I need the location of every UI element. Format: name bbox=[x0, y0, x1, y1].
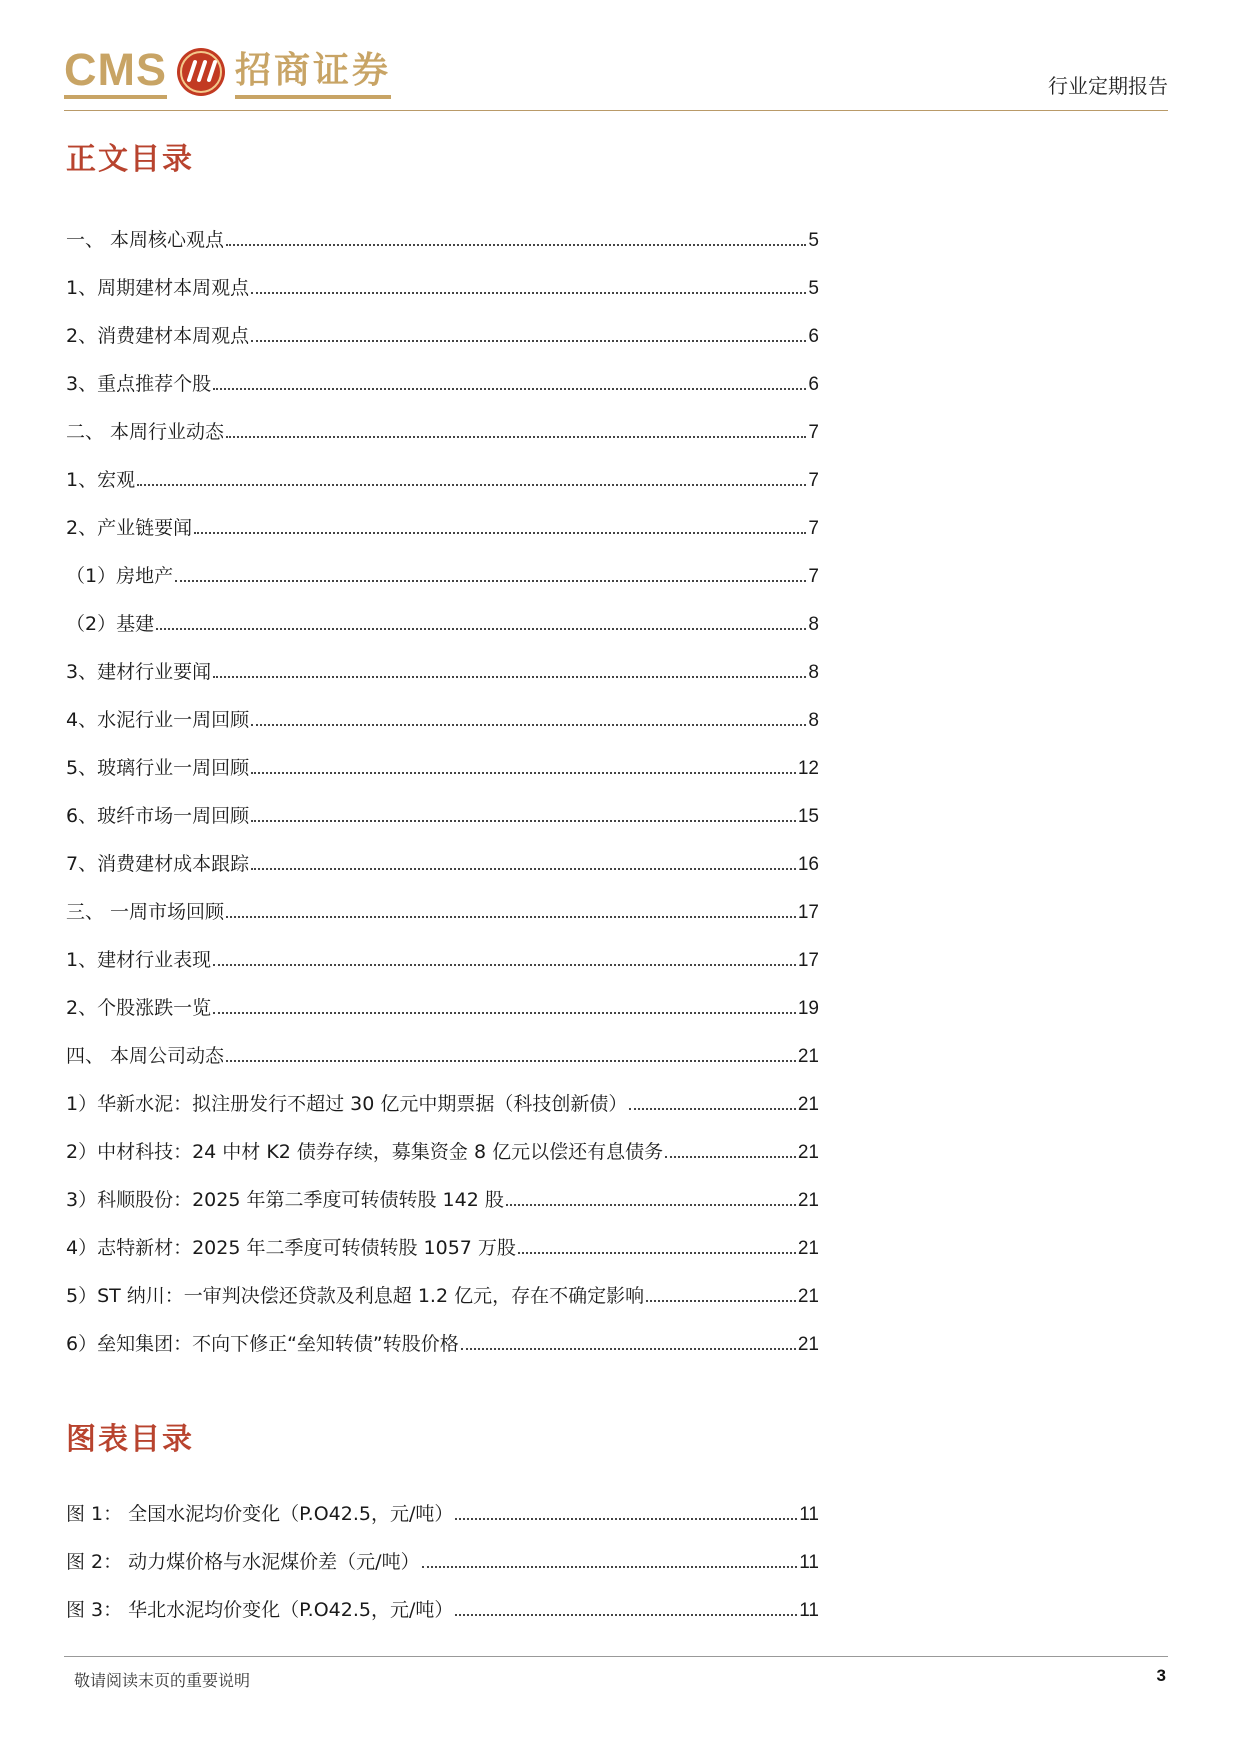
toc-entry-label: 1）华新水泥：拟注册发行不超过 30 亿元中期票据（科技创新债） bbox=[66, 1093, 628, 1115]
toc-entry-label: 3、重点推荐个股 bbox=[66, 373, 212, 395]
toc-entry-label: 1、周期建材本周观点 bbox=[66, 277, 250, 299]
toc-entry-label: 2、产业链要闻 bbox=[66, 517, 193, 539]
toc-entry[interactable] bbox=[66, 1068, 819, 1116]
page-number: 3 bbox=[1156, 1666, 1166, 1685]
toc-entry-label: 图 1： 全国水泥均价变化（P.O42.5，元/吨） bbox=[66, 1503, 454, 1525]
toc-entry-label: 二、 本周行业动态 bbox=[66, 421, 225, 443]
toc-dot-leader bbox=[461, 1348, 796, 1350]
toc-entry[interactable] bbox=[66, 732, 819, 780]
toc-entry-label: 2、个股涨跌一览 bbox=[66, 997, 212, 1019]
toc-entry-page: 7 bbox=[808, 518, 819, 539]
toc-entry-page: 12 bbox=[797, 758, 819, 779]
toc-entry-page: 19 bbox=[797, 998, 819, 1019]
toc-entry-page: 21 bbox=[797, 1190, 819, 1211]
report-type: 行业定期报告 bbox=[1048, 74, 1168, 98]
toc-entry-page: 21 bbox=[797, 1142, 819, 1163]
toc-entry-label: （1）房地产 bbox=[66, 565, 174, 587]
toc-dot-leader bbox=[506, 1204, 796, 1206]
toc-entry-label: 2、消费建材本周观点 bbox=[66, 325, 250, 347]
toc-dot-leader bbox=[137, 484, 806, 486]
toc-entry-page: 21 bbox=[797, 1094, 819, 1115]
toc-entry[interactable] bbox=[66, 1308, 819, 1356]
toc-dot-leader bbox=[455, 1614, 797, 1616]
toc-dot-leader bbox=[251, 340, 806, 342]
toc-entry[interactable] bbox=[66, 780, 819, 828]
toc-entry-page: 7 bbox=[808, 470, 819, 491]
toc-entry-label: 图 3： 华北水泥均价变化（P.O42.5，元/吨） bbox=[66, 1599, 454, 1621]
footer-divider bbox=[64, 1656, 1168, 1657]
toc-entry-label: 5、玻璃行业一周回顾 bbox=[66, 757, 250, 779]
toc-dot-leader bbox=[226, 436, 806, 438]
toc-entry[interactable] bbox=[66, 1260, 819, 1308]
toc-entry-page: 11 bbox=[799, 1552, 819, 1573]
toc-entry-page: 15 bbox=[797, 806, 819, 827]
toc-dot-leader bbox=[213, 676, 806, 678]
toc-dot-leader bbox=[251, 724, 806, 726]
toc-dot-leader bbox=[251, 820, 796, 822]
logo-emblem-icon bbox=[175, 46, 227, 98]
toc-entry[interactable] bbox=[66, 684, 819, 732]
toc-dot-leader bbox=[251, 772, 796, 774]
toc-entry[interactable] bbox=[66, 1574, 819, 1622]
toc-dot-leader bbox=[226, 1060, 796, 1062]
toc-entry[interactable] bbox=[66, 636, 819, 684]
toc-entry-page: 17 bbox=[797, 950, 819, 971]
toc-entry-label: 三、 一周市场回顾 bbox=[66, 901, 225, 923]
toc-entry-page: 8 bbox=[808, 662, 819, 683]
toc-entry[interactable] bbox=[66, 1212, 819, 1260]
toc-entry-label: 7、消费建材成本跟踪 bbox=[66, 853, 250, 875]
toc-dot-leader bbox=[646, 1300, 796, 1302]
toc-entry-label: 四、 本周公司动态 bbox=[66, 1045, 225, 1067]
toc-entry-page: 6 bbox=[808, 374, 819, 395]
toc-dot-leader bbox=[175, 580, 806, 582]
toc-entry[interactable] bbox=[66, 444, 819, 492]
toc-entry[interactable] bbox=[66, 1478, 819, 1526]
toc-entry[interactable] bbox=[66, 204, 819, 252]
toc-entry[interactable] bbox=[66, 348, 819, 396]
toc-entry-label: 3）科顺股份：2025 年第二季度可转债转股 142 股 bbox=[66, 1189, 504, 1211]
logo-text: CMS bbox=[64, 45, 167, 99]
footer-note: 敬请阅读末页的重要说明 bbox=[74, 1671, 251, 1690]
toc-entry[interactable] bbox=[66, 252, 819, 300]
toc-entry-label: 图 2： 动力煤价格与水泥煤价差（元/吨） bbox=[66, 1551, 420, 1573]
toc-entry-page: 21 bbox=[797, 1238, 819, 1259]
toc-entry[interactable] bbox=[66, 924, 819, 972]
toc-dot-leader bbox=[518, 1252, 796, 1254]
toc-entry-page: 11 bbox=[799, 1600, 819, 1621]
toc-dot-leader bbox=[213, 1012, 796, 1014]
header-divider bbox=[64, 110, 1168, 111]
toc-entry-label: 1、建材行业表现 bbox=[66, 949, 212, 971]
toc-entry-page: 16 bbox=[797, 854, 819, 875]
toc-dot-leader bbox=[251, 292, 806, 294]
toc-entry[interactable] bbox=[66, 396, 819, 444]
toc-entry[interactable] bbox=[66, 492, 819, 540]
toc-entry[interactable] bbox=[66, 1116, 819, 1164]
toc-dot-leader bbox=[455, 1518, 797, 1520]
toc-entry-page: 8 bbox=[808, 710, 819, 731]
toc-entry-label: 一、 本周核心观点 bbox=[66, 229, 225, 251]
toc-dot-leader bbox=[629, 1108, 796, 1110]
toc-entry-page: 6 bbox=[808, 326, 819, 347]
toc-entry[interactable] bbox=[66, 828, 819, 876]
logo-cn-text: 招商证券 bbox=[235, 45, 391, 99]
toc-dot-leader bbox=[213, 388, 806, 390]
toc-entry-page: 11 bbox=[799, 1504, 819, 1525]
toc-entry-label: 4、水泥行业一周回顾 bbox=[66, 709, 250, 731]
toc-entry-label: 3、建材行业要闻 bbox=[66, 661, 212, 683]
toc-entry-label: 4）志特新材：2025 年二季度可转债转股 1057 万股 bbox=[66, 1237, 516, 1259]
toc-dot-leader bbox=[226, 916, 796, 918]
figures-toc-title: 图表目录 bbox=[66, 1422, 194, 1457]
toc-entry-label: 5）ST 纳川：一审判决偿还贷款及利息超 1.2 亿元，存在不确定影响 bbox=[66, 1285, 645, 1307]
toc-entry-page: 7 bbox=[808, 566, 819, 587]
page-header bbox=[0, 0, 1240, 112]
toc-entry-page: 8 bbox=[808, 614, 819, 635]
table-of-contents bbox=[66, 204, 819, 1356]
toc-entry-page: 21 bbox=[797, 1334, 819, 1355]
toc-title: 正文目录 bbox=[66, 142, 194, 177]
toc-dot-leader bbox=[194, 532, 806, 534]
toc-dot-leader bbox=[213, 964, 796, 966]
toc-entry-page: 17 bbox=[797, 902, 819, 923]
toc-entry-page: 5 bbox=[808, 230, 819, 251]
toc-entry-label: 6、玻纤市场一周回顾 bbox=[66, 805, 250, 827]
toc-entry-label: 6）垒知集团：不向下修正“垒知转债”转股价格 bbox=[66, 1333, 459, 1355]
toc-entry-label: 2）中材科技：24 中材 K2 债券存续，募集资金 8 亿元以偿还有息债务 bbox=[66, 1141, 664, 1163]
toc-entry[interactable] bbox=[66, 300, 819, 348]
toc-entry-page: 21 bbox=[797, 1286, 819, 1307]
toc-entry-page: 21 bbox=[797, 1046, 819, 1067]
toc-dot-leader bbox=[665, 1156, 796, 1158]
toc-entry[interactable] bbox=[66, 1020, 819, 1068]
toc-dot-leader bbox=[251, 868, 796, 870]
cms-logo bbox=[64, 44, 391, 100]
toc-entry[interactable] bbox=[66, 588, 819, 636]
toc-entry[interactable] bbox=[66, 876, 819, 924]
toc-entry[interactable] bbox=[66, 1526, 819, 1574]
toc-entry-page: 5 bbox=[808, 278, 819, 299]
figures-list bbox=[66, 1478, 819, 1622]
toc-dot-leader bbox=[156, 628, 806, 630]
toc-entry-label: 1、宏观 bbox=[66, 469, 136, 491]
toc-dot-leader bbox=[226, 244, 806, 246]
toc-dot-leader bbox=[422, 1566, 798, 1568]
toc-entry[interactable] bbox=[66, 972, 819, 1020]
toc-entry[interactable] bbox=[66, 540, 819, 588]
toc-entry-page: 7 bbox=[808, 422, 819, 443]
toc-entry[interactable] bbox=[66, 1164, 819, 1212]
toc-entry-label: （2）基建 bbox=[66, 613, 155, 635]
